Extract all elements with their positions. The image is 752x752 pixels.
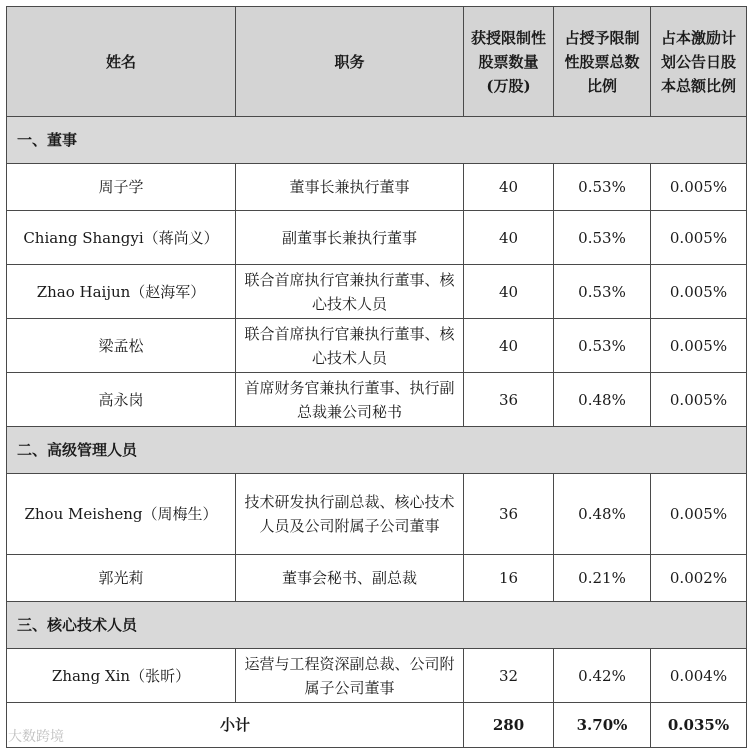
table-row [7,211,747,265]
cell-name: Zhang Xin（张昕） [7,649,236,703]
cell-shares: 40 [464,265,554,319]
cell-pct-grant: 0.53% [554,164,651,211]
cell-shares: 40 [464,211,554,265]
cell-shares: 40 [464,164,554,211]
cell-position: 技术研发执行副总裁、核心技术人员及公司附属子公司董事 [236,474,464,555]
section-row-management [7,427,747,474]
cell-position: 董事长兼执行董事 [236,164,464,211]
table-row [7,265,747,319]
cell-name: Zhou Meisheng（周梅生） [7,474,236,555]
cell-pct-grant: 0.21% [554,555,651,602]
watermark: 大数跨境 [8,729,64,745]
cell-pct-capital: 0.005% [651,265,747,319]
section-row-technical [7,602,747,649]
cell-name: Zhao Haijun（赵海军） [7,265,236,319]
cell-pct-grant: 0.53% [554,265,651,319]
section-label: 二、高级管理人员 [7,427,747,474]
cell-name: 周子学 [7,164,236,211]
cell-pct-grant: 0.42% [554,649,651,703]
cell-pct-grant: 0.53% [554,211,651,265]
header-name: 姓名 [7,7,236,117]
table-header-row [7,7,747,117]
cell-position: 联合首席执行官兼执行董事、核心技术人员 [236,265,464,319]
cell-pct-capital: 0.005% [651,211,747,265]
header-position: 职务 [236,7,464,117]
cell-name: 梁孟松 [7,319,236,373]
cell-pct-capital: 0.002% [651,555,747,602]
table-row [7,373,747,427]
equity-grant-table [6,6,747,748]
cell-shares: 32 [464,649,554,703]
cell-pct-capital: 0.005% [651,373,747,427]
total-pct-capital: 0.035% [651,703,747,748]
cell-pct-capital: 0.005% [651,474,747,555]
total-label: 小计 [7,703,464,748]
cell-position: 联合首席执行官兼执行董事、核心技术人员 [236,319,464,373]
cell-pct-grant: 0.48% [554,373,651,427]
cell-pct-capital: 0.005% [651,164,747,211]
section-label: 一、董事 [7,117,747,164]
cell-position: 运营与工程资深副总裁、公司附属子公司董事 [236,649,464,703]
total-pct-grant: 3.70% [554,703,651,748]
cell-pct-capital: 0.004% [651,649,747,703]
table-row [7,555,747,602]
table-row [7,649,747,703]
cell-pct-grant: 0.53% [554,319,651,373]
cell-name: 郭光莉 [7,555,236,602]
table-row [7,164,747,211]
cell-shares: 36 [464,373,554,427]
cell-position: 副董事长兼执行董事 [236,211,464,265]
cell-position: 首席财务官兼执行董事、执行副总裁兼公司秘书 [236,373,464,427]
cell-shares: 40 [464,319,554,373]
section-row-directors [7,117,747,164]
cell-name: Chiang Shangyi（蒋尚义） [7,211,236,265]
total-shares: 280 [464,703,554,748]
cell-shares: 36 [464,474,554,555]
header-shares: 获授限制性股票数量(万股) [464,7,554,117]
cell-position: 董事会秘书、副总裁 [236,555,464,602]
section-label: 三、核心技术人员 [7,602,747,649]
total-row [7,703,747,748]
cell-name: 高永岗 [7,373,236,427]
cell-shares: 16 [464,555,554,602]
cell-pct-grant: 0.48% [554,474,651,555]
header-pct-capital: 占本激励计划公告日股本总额比例 [651,7,747,117]
cell-pct-capital: 0.005% [651,319,747,373]
table-row [7,319,747,373]
header-pct-grant: 占授予限制性股票总数比例 [554,7,651,117]
table-row [7,474,747,555]
